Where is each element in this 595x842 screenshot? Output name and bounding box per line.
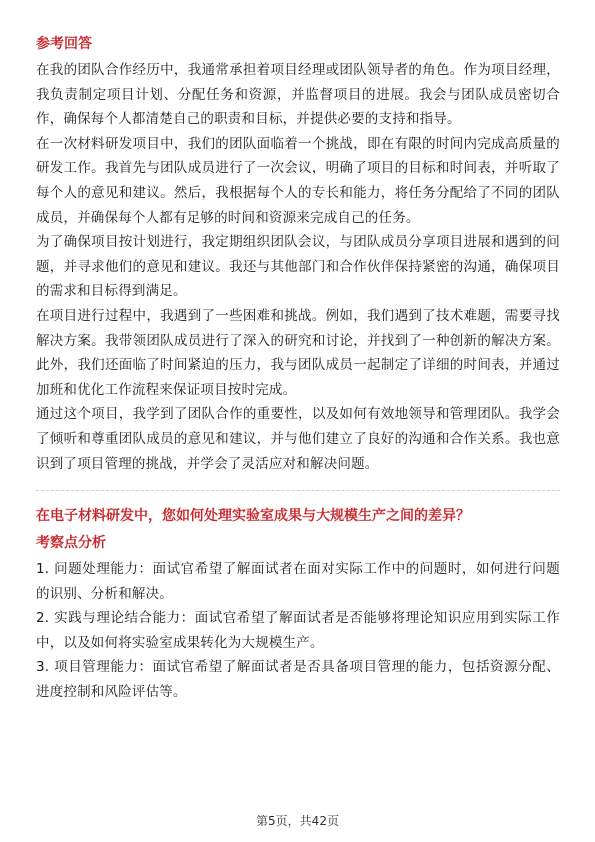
document-page [36, 34, 560, 705]
answer-paragraph-1: 在我的团队合作经历中，我通常承担着项目经理或团队领导者的角色。作为项目经理，我负责制定项目计划、分配任务和资源，并监督项目的进展。我会与团队成员密切合作，确保每个人都清楚自己的职责和目标，并提供必要的支持和指导。 [36, 62, 560, 128]
analysis-point-2: 2. 实践与理论结合能力：面试官希望了解面试者是否能够将理论知识应用到实际工作中，以及如何将实验室成果转化为大规模生产。 [36, 610, 560, 651]
answer-paragraph-5: 通过这个项目，我学到了团队合作的重要性，以及如何有效地领导和管理团队。我学会了倾听和尊重团队成员的意见和建议，并与他们建立了良好的沟通和合作关系。我也意识到了项目管理的挑战，并学会了灵活应对和解决问题。 [36, 406, 560, 472]
analysis-point-3: 3. 项目管理能力：面试官希望了解面试者是否具备项目管理的能力，包括资源分配、进度控制和风险评估等。 [36, 659, 560, 701]
question-title: 在电子材料研发中，您如何处理实验室成果与大规模生产之间的差异？ [36, 508, 470, 525]
page-number: 第5页，共42页 [256, 814, 339, 828]
answer-paragraph-4: 在项目进行过程中，我遇到了一些困难和挑战。例如，我们遇到了技术难题，需要寻找解决方案。我带领团队成员进行了深入的研究和讨论，并找到了一种创新的解决方案。此外，我们还面临了时间紧迫的压力，我与团队成员一起制定了详细的时间表，并通过加班和优化工作流程来保证项目按时完成。 [36, 307, 560, 398]
answer-heading: 参考回答 [36, 36, 92, 52]
answer-paragraph-3: 为了确保项目按计划进行，我定期组织团队会议，与团队成员分享项目进展和遇到的问题，并寻求他们的意见和建议。我还与其他部门和合作伙伴保持紧密的沟通，确保项目的需求和目标得到满足。 [36, 234, 560, 300]
section-divider [36, 490, 560, 491]
answer-paragraph-2: 在一次材料研发项目中，我们的团队面临着一个挑战，即在有限的时间内完成高质量的研发工作。我首先与团队成员进行了一次会议，明确了项目的目标和时间表，并听取了每个人的意见和建议。然后，我根据每个人的专长和能力，将任务分配给了不同的团队成员，并确保每个人都有足够的时间和资源来完成自己的任务。 [36, 135, 560, 226]
analysis-heading: 考察点分析 [36, 535, 106, 552]
analysis-point-1: 1. 问题处理能力：面试官希望了解面试者在面对实际工作中的问题时，如何进行问题的识别、分析和解决。 [36, 561, 560, 602]
